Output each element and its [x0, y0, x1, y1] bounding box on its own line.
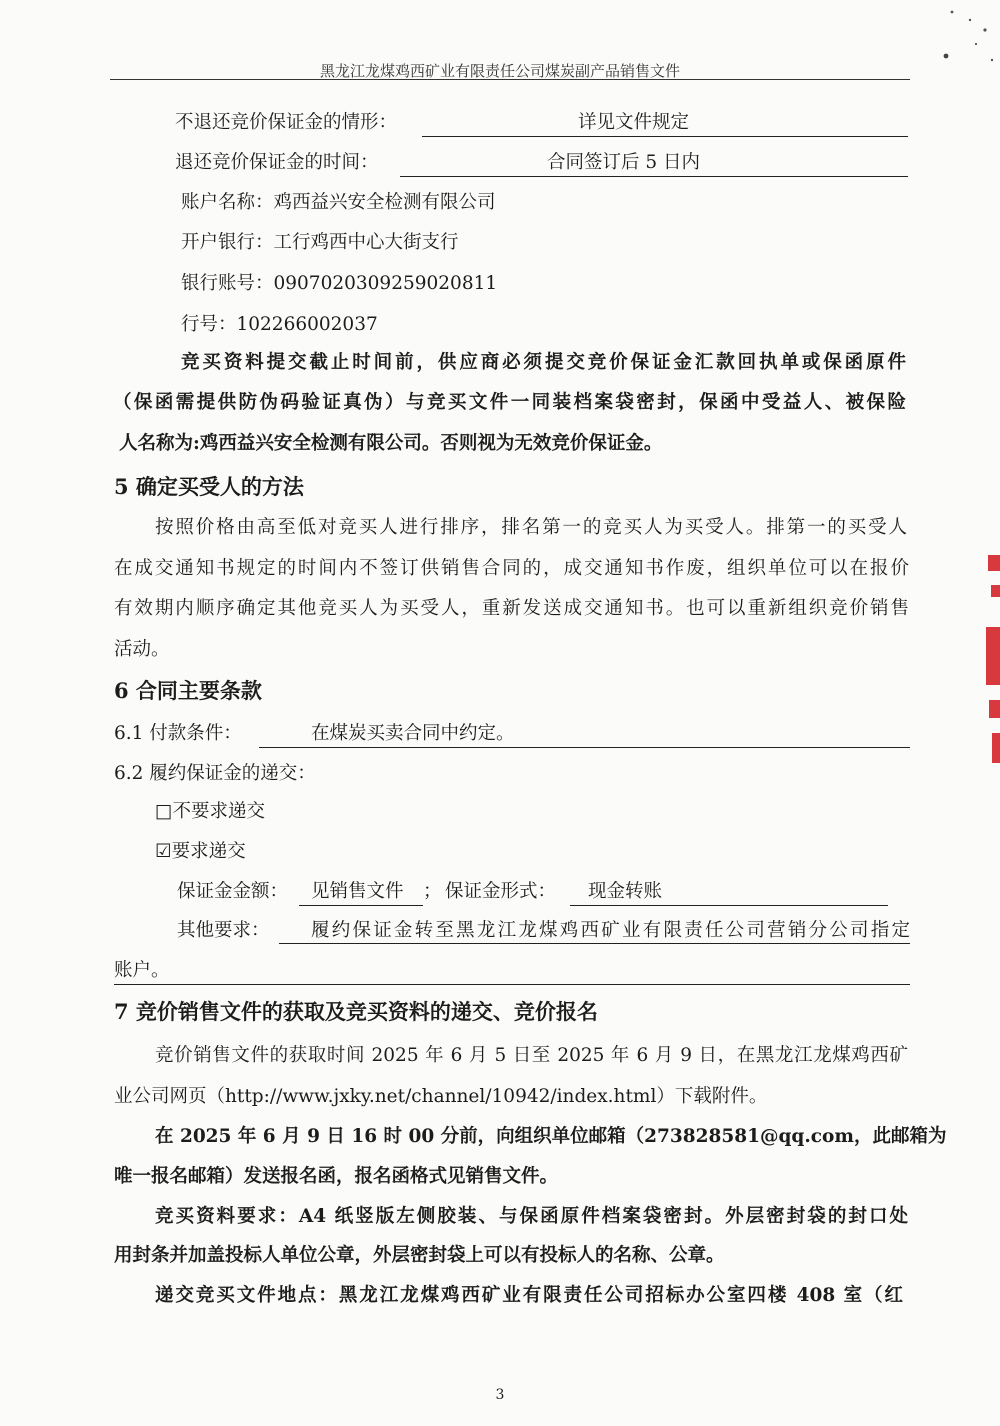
- bond-amount-value: 见销售文件: [311, 881, 404, 902]
- section-7-heading: 7 竞价销售文件的获取及竞买资料的递交、竞价报名: [114, 999, 598, 1024]
- header-divider: [110, 79, 910, 80]
- bond-amount-label: 保证金金额：: [177, 881, 289, 902]
- bond-form-label: 保证金形式：: [445, 881, 557, 902]
- speck: [944, 54, 949, 59]
- deposit-note-line-2: （保函需提供防伪码验证真伪）与竞买文件一同装档案袋密封，保函中受益人、被保险: [113, 392, 906, 413]
- section-7-p2-line-1: 在 2025 年 6 月 9 日 16 时 00 分前，向组织单位邮箱（273828581@qq.com，此邮箱为: [155, 1126, 947, 1147]
- red-seal-fragment: [986, 555, 1000, 765]
- section-7-p3-line-2: 用封条并加盖投标人单位公章，外层密封袋上可以有投标人的名称、公章。: [114, 1245, 725, 1266]
- section-5-line-3: 有效期内顺序确定其他竞买人为买受人，重新发送成交通知书。也可以重新组织竞价销售: [114, 598, 909, 619]
- seal-stroke-2: [991, 585, 1000, 597]
- bond-form-field: [570, 879, 888, 906]
- payment-terms-field: [259, 721, 910, 748]
- field-separator: ；: [423, 881, 442, 902]
- section-7-p1-line-1: 竞价销售文件的获取时间 2025 年 6 月 5 日至 2025 年 6 月 9 日，在黑龙江龙煤鸡西矿: [155, 1045, 908, 1066]
- section-6-heading: 6 合同主要条款: [114, 678, 262, 703]
- no-refund-label: 不退还竞价保证金的情形：: [175, 112, 398, 133]
- bank-code: 行号：102266002037: [181, 314, 378, 335]
- scan-specks: [940, 0, 1000, 70]
- section-5-heading: 5 确定买受人的方法: [114, 474, 304, 499]
- seal-stroke-4: [989, 700, 1000, 718]
- deposit-note-line-1: 竞买资料提交截止时间前，供应商必须提交竞价保证金汇款回执单或保函原件: [181, 352, 906, 373]
- speck: [969, 19, 971, 21]
- no-refund-value: 详见文件规定: [578, 112, 690, 133]
- other-requirements-label: 其他要求：: [177, 920, 270, 941]
- section-7-p1-line-2: 业公司网页（http://www.jxky.net/channel/10942/index.html）下载附件。: [114, 1086, 768, 1107]
- page-number: 3: [495, 1387, 505, 1403]
- refund-time-label: 退还竞价保证金的时间：: [175, 152, 379, 173]
- seal-stroke-3: [986, 627, 1000, 685]
- deposit-note-line-3: 人名称为:鸡西益兴安全检测有限公司。否则视为无效竞价保证金。: [119, 433, 663, 454]
- speck: [951, 11, 954, 14]
- no-refund-field: [422, 110, 908, 137]
- speck: [991, 59, 993, 61]
- other-requirements-value: 履约保证金转至黑龙江龙煤鸡西矿业有限责任公司营销分公司指定: [279, 918, 910, 944]
- speck: [975, 43, 977, 45]
- performance-bond-label: 6.2 履约保证金的递交：: [114, 763, 316, 784]
- account-name: 账户名称：鸡西益兴安全检测有限公司: [181, 192, 496, 213]
- document-header: 黑龙江龙煤鸡西矿业有限责任公司煤炭副产品销售文件: [319, 62, 680, 80]
- option-not-required: □不要求递交: [155, 801, 265, 822]
- refund-time-value: 合同签订后 5 日内: [547, 152, 701, 173]
- other-requirements-value-cont: 账户。: [114, 958, 910, 985]
- section-5-line-1: 按照价格由高至低对竞买人进行排序，排名第一的竞买人为买受人。排第一的买受人: [155, 517, 907, 538]
- refund-time-field: [400, 150, 908, 177]
- bond-amount-field: [299, 879, 423, 906]
- account-number: 银行账号：0907020309259020811: [181, 273, 498, 294]
- bank-name: 开户银行：工行鸡西中心大街支行: [181, 232, 459, 253]
- payment-terms-label: 6.1 付款条件：: [114, 723, 242, 744]
- speck: [983, 28, 986, 31]
- bond-form-value: 现金转账: [588, 881, 663, 902]
- section-5-line-2: 在成交通知书规定的时间内不签订供销售合同的，成交通知书作废，组织单位可以在报价: [114, 558, 909, 579]
- section-7-p4-line-1: 递交竞买文件地点：黑龙江龙煤鸡西矿业有限责任公司招标办公室四楼 408 室（红: [155, 1285, 903, 1306]
- option-required: ☑要求递交: [155, 841, 246, 862]
- section-7-p3-line-1: 竞买资料要求：A4 纸竖版左侧胶装、与保函原件档案袋密封。外层密封袋的封口处: [155, 1206, 908, 1227]
- section-7-p2-line-2: 唯一报名邮箱）发送报名函，报名函格式见销售文件。: [114, 1166, 559, 1187]
- payment-terms-value: 在煤炭买卖合同中约定。: [311, 723, 515, 744]
- section-5-line-4: 活动。: [114, 639, 170, 660]
- seal-stroke-1: [988, 555, 1000, 571]
- seal-stroke-5: [992, 733, 1000, 763]
